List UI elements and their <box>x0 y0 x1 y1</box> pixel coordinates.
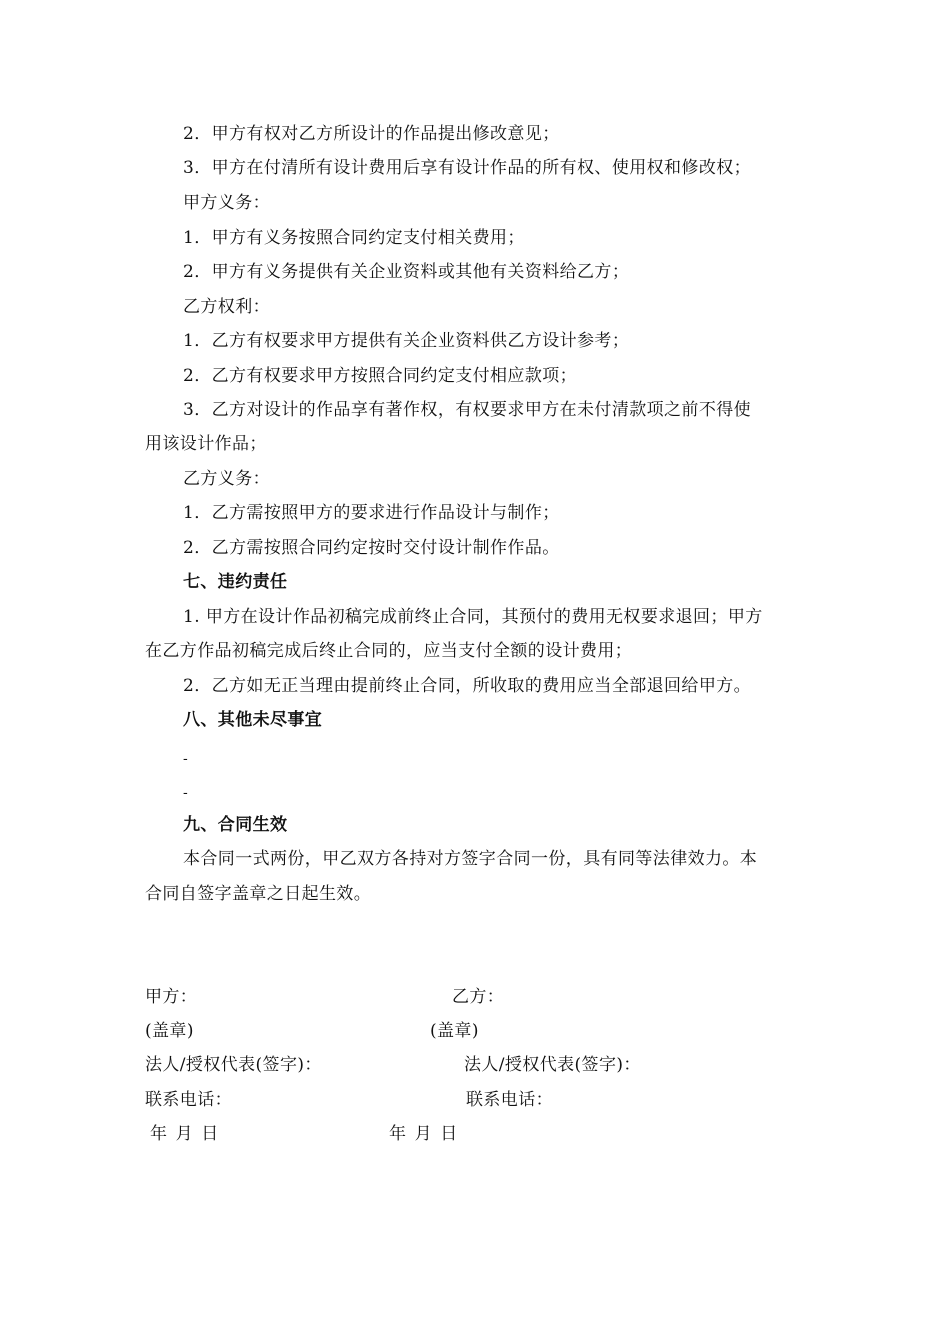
party-b-label: 乙方： <box>452 987 505 1007</box>
section-7-item-2: 2．乙方如无正当理由提前终止合同，所收取的费用应当全部退回给甲方。 <box>183 676 752 696</box>
party-b-rights-heading: 乙方权利： <box>183 297 270 317</box>
party-b-phone: 联系电话： <box>466 1090 553 1110</box>
party-b-right-3-cont: 用该设计作品； <box>145 434 267 454</box>
party-b-date: 年 月 日 <box>389 1124 459 1144</box>
party-b-right-1: 1．乙方有权要求甲方提供有关企业资料供乙方设计参考； <box>183 331 630 351</box>
party-a-seal: (盖章) <box>145 1021 194 1041</box>
section-8-blank-1: - <box>183 751 189 767</box>
party-a-duties-heading: 甲方义务： <box>183 193 270 213</box>
party-a-right-3: 3．甲方在付清所有设计费用后享有设计作品的所有权、使用权和修改权； <box>183 158 752 178</box>
section-8-blank-2: - <box>183 785 189 801</box>
section-8-heading: 八、其他未尽事宜 <box>183 710 323 730</box>
section-9-heading: 九、合同生效 <box>183 815 288 835</box>
party-a-label: 甲方： <box>145 987 198 1007</box>
party-b-duties-heading: 乙方义务： <box>183 469 270 489</box>
party-b-right-3: 3．乙方对设计的作品享有著作权，有权要求甲方在未付清款项之前不得使 <box>183 400 752 420</box>
section-9-line-2: 合同自签字盖章之日起生效。 <box>145 884 372 904</box>
party-b-representative: 法人/授权代表(签字)： <box>464 1055 641 1075</box>
party-b-duty-2: 2．乙方需按照合同约定按时交付设计制作作品。 <box>183 538 560 558</box>
section-7-item-1: 1. 甲方在设计作品初稿完成前终止合同，其预付的费用无权要求退回；甲方 <box>183 607 763 627</box>
party-a-representative: 法人/授权代表(签字)： <box>145 1055 322 1075</box>
party-a-duty-2: 2．甲方有义务提供有关企业资料或其他有关资料给乙方； <box>183 262 630 282</box>
section-7-item-1-cont: 在乙方作品初稿完成后终止合同的，应当支付全额的设计费用； <box>145 641 633 661</box>
party-b-seal: (盖章) <box>430 1021 479 1041</box>
party-b-duty-1: 1．乙方需按照甲方的要求进行作品设计与制作； <box>183 503 560 523</box>
section-7-heading: 七、违约责任 <box>183 572 288 592</box>
party-a-duty-1: 1．甲方有义务按照合同约定支付相关费用； <box>183 228 525 248</box>
party-a-date: 年 月 日 <box>150 1124 220 1144</box>
party-a-phone: 联系电话： <box>145 1090 232 1110</box>
party-a-right-2: 2．甲方有权对乙方所设计的作品提出修改意见； <box>183 124 560 144</box>
party-b-right-2: 2．乙方有权要求甲方按照合同约定支付相应款项； <box>183 366 578 386</box>
section-9-line-1: 本合同一式两份，甲乙双方各持对方签字合同一份，具有同等法律效力。本 <box>183 849 758 869</box>
